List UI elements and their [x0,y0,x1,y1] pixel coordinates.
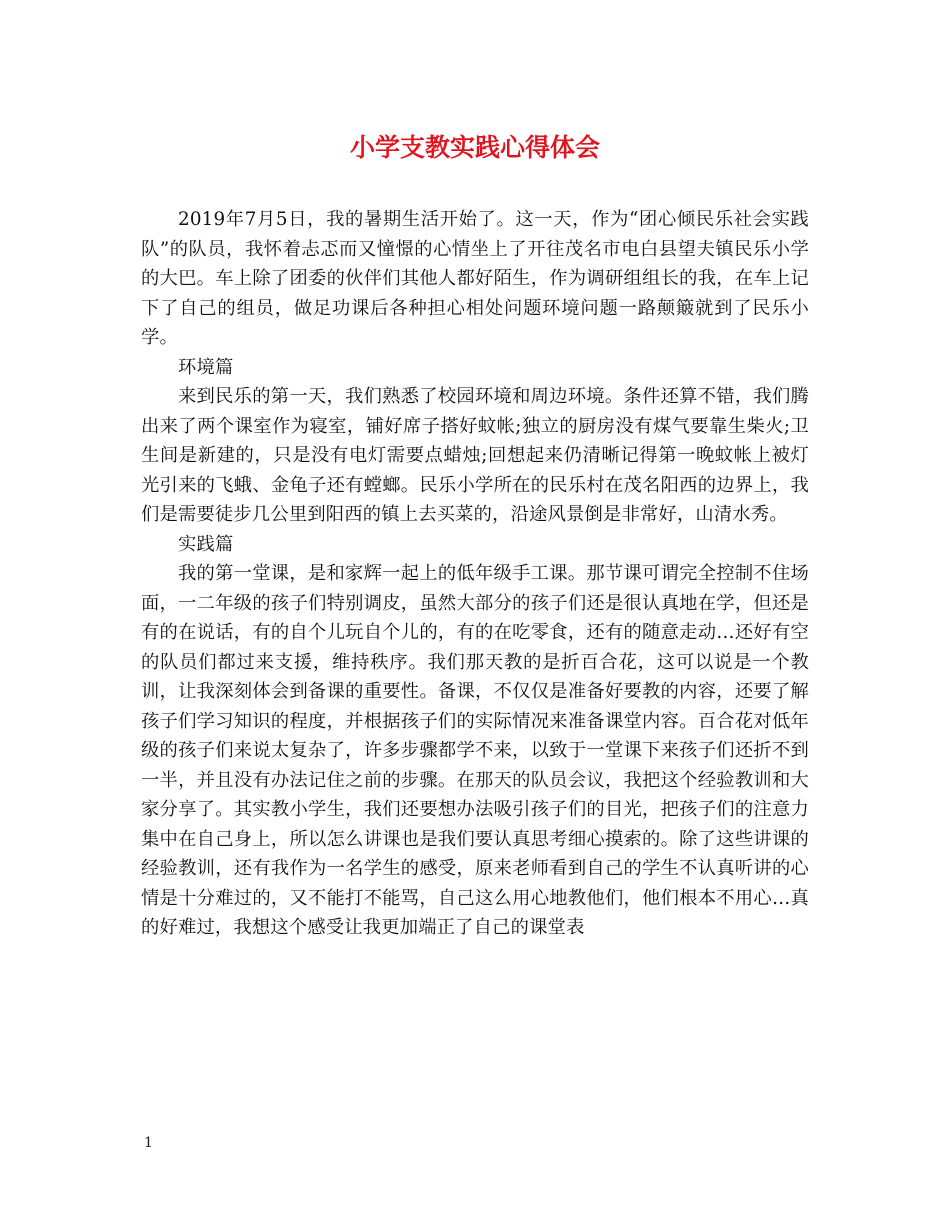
section-heading-practice: 实践篇 [178,533,234,555]
section-heading-environment: 环境篇 [178,356,234,378]
paragraph-practice: 我的第一堂课，是和家辉一起上的低年级手工课。那节课可谓完全控制不住场面，一二年级的孩子们特别调皮，虽然大部分的孩子们还是很认真地在学，但还是有的在说话，有的自个儿玩自个儿的，有的在吃零食，还有的随意走动…还好有空的队员们都过来支援，维持秩序。我们那天教的是折百合花，这可以说是一个教训，让我深刻体会到备课的重要性。备课，不仅仅是准备好要教的内容，还要了解孩子们学习知识的程度，并根据孩子们的实际情况来准备课堂内容。百合花对低年级的孩子们来说太复杂了，许多步骤都学不来，以致于一堂课下来孩子们还折不到一半，并且没有办法记住之前的步骤。在那天的队员会议，我把这个经验教训和大家分享了。其实教小学生，我们还要想办法吸引孩子们的目光，把孩子们的注意力集中在自己身上，所以怎么讲课也是我们要认真思考细心摸索的。除了这些讲课的经验教训，还有我作为一名学生的感受，原来老师看到自己的学生不认真听讲的心情是十分难过的，又不能打不能骂，自己这么用心地教他们，他们根本不用心…真的好难过，我想这个感受让我更加端正了自己的课堂表 [141,563,809,938]
document-body [141,205,809,943]
page-number: 1 [144,1135,153,1151]
paragraph-environment: 来到民乐的第一天，我们熟悉了校园环境和周边环境。条件还算不错，我们腾出来了两个课室作为寝室，铺好席子搭好蚊帐;独立的厨房没有煤气要靠生柴火;卫生间是新建的，只是没有电灯需要点蜡烛;回想起来仍清晰记得第一晚蚊帐上被灯光引来的飞蛾、金龟子还有螳螂。民乐小学所在的民乐村在茂名阳西的边界上，我们是需要徒步几公里到阳西的镇上去买菜的，沿途风景倒是非常好，山清水秀。 [141,386,809,525]
paragraph-intro: 2019年7月5日，我的暑期生活开始了。这一天，作为“团心倾民乐社会实践队”的队员，我怀着忐忑而又憧憬的心情坐上了开往茂名市电白县望夫镇民乐小学的大巴。车上除了团委的伙伴们其他人都好陌生，作为调研组组长的我，在车上记下了自己的组员，做足功课后各种担心相处问题环境问题一路颠簸就到了民乐小学。 [141,209,809,348]
document-title: 小学支教实践心得体会 [349,133,600,162]
